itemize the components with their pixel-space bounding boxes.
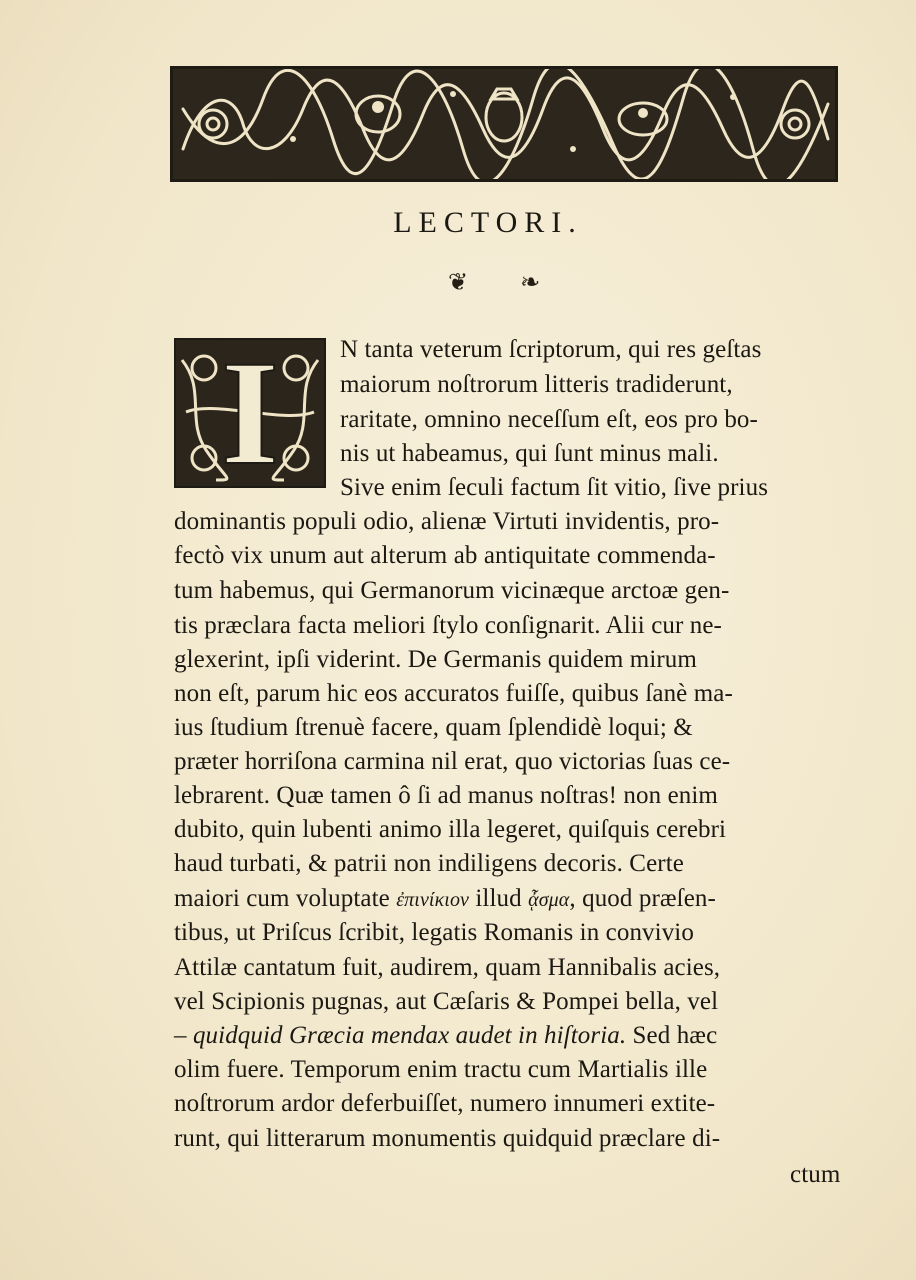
initial-letter: I: [220, 338, 280, 488]
text-line: Attilæ cantatum fuit, audirem, quam Hannibalis acies,: [174, 954, 721, 981]
catchword: ctum: [790, 1161, 841, 1188]
text-line: lebrarent. Quæ tamen ô ſi ad manus noſtras! non enim: [174, 782, 718, 809]
text-segment: , quod præſen-: [569, 885, 716, 912]
fleuron-right-icon: ❧: [520, 268, 541, 296]
text-line: maiorum noſtrorum litteris tradiderunt,: [340, 371, 733, 398]
text-line: [174, 1019, 717, 1053]
text-segment: illud: [475, 885, 522, 912]
text-line: præter horriſona carmina nil erat, quo victorias ſuas ce-: [174, 748, 731, 775]
text-line: olim fuere. Temporum enim tractu cum Martialis ille: [174, 1056, 708, 1083]
text-line: Sive enim ſeculi factum ſit vitio, ſive prius: [340, 474, 769, 501]
page-title: LECTORI.: [393, 206, 583, 239]
text-line: dubito, quin lubenti animo illa legeret, quiſquis cerebri: [174, 816, 727, 843]
text-line: tibus, ut Priſcus ſcribit, legatis Romanis in convivio: [174, 919, 694, 946]
text-line: noſtrorum ardor deferbuiſſet, numero innumeri extite-: [174, 1090, 716, 1117]
text-line: runt, qui litterarum monumentis quidquid præclare di-: [174, 1125, 721, 1152]
text-line: [174, 882, 716, 917]
text-segment: Sed hæc: [626, 1022, 718, 1049]
text-line: haud turbati, & patrii non indiligens decoris. Certe: [174, 850, 684, 877]
text-line: vel Scipionis pugnas, aut Cæſaris & Pompei bella, vel: [174, 988, 719, 1015]
text-line: dominantis populi odio, alienæ Virtuti invidentis, pro-: [174, 508, 720, 535]
greek-word: ἐπινίκιον: [396, 889, 470, 911]
text-segment: maiori cum voluptate: [174, 885, 390, 912]
text-line: non eſt, parum hic eos accuratos fuiſſe, quibus ſanè ma-: [174, 680, 733, 707]
text-line: N tanta veterum ſcriptorum, qui res geſtas: [340, 336, 762, 363]
text-line: fectò vix unum aut alterum ab antiquitate commenda-: [174, 542, 716, 569]
greek-word: ᾆσμα: [528, 889, 570, 911]
text-line: glexerint, ipſi viderint. De Germanis quidem mirum: [174, 646, 697, 673]
text-line: tis præclara facta meliori ſtylo conſignarit. Alii cur ne-: [174, 612, 722, 639]
fleuron-left-icon: ❦: [448, 268, 469, 296]
text-line: nis ut habeamus, qui ſunt minus mali.: [340, 440, 719, 467]
text-line: ius ſtudium ſtrenuè facere, quam ſplendidè loqui; &: [174, 714, 693, 741]
italic-quotation: – quidquid Græcia mendax audet in hiſtoria.: [174, 1022, 627, 1049]
text-line: tum habemus, qui Germanorum vicinæque arctoæ gen-: [174, 577, 730, 604]
text-line: raritate, omnino neceſſum eſt, eos pro bo-: [340, 406, 758, 433]
